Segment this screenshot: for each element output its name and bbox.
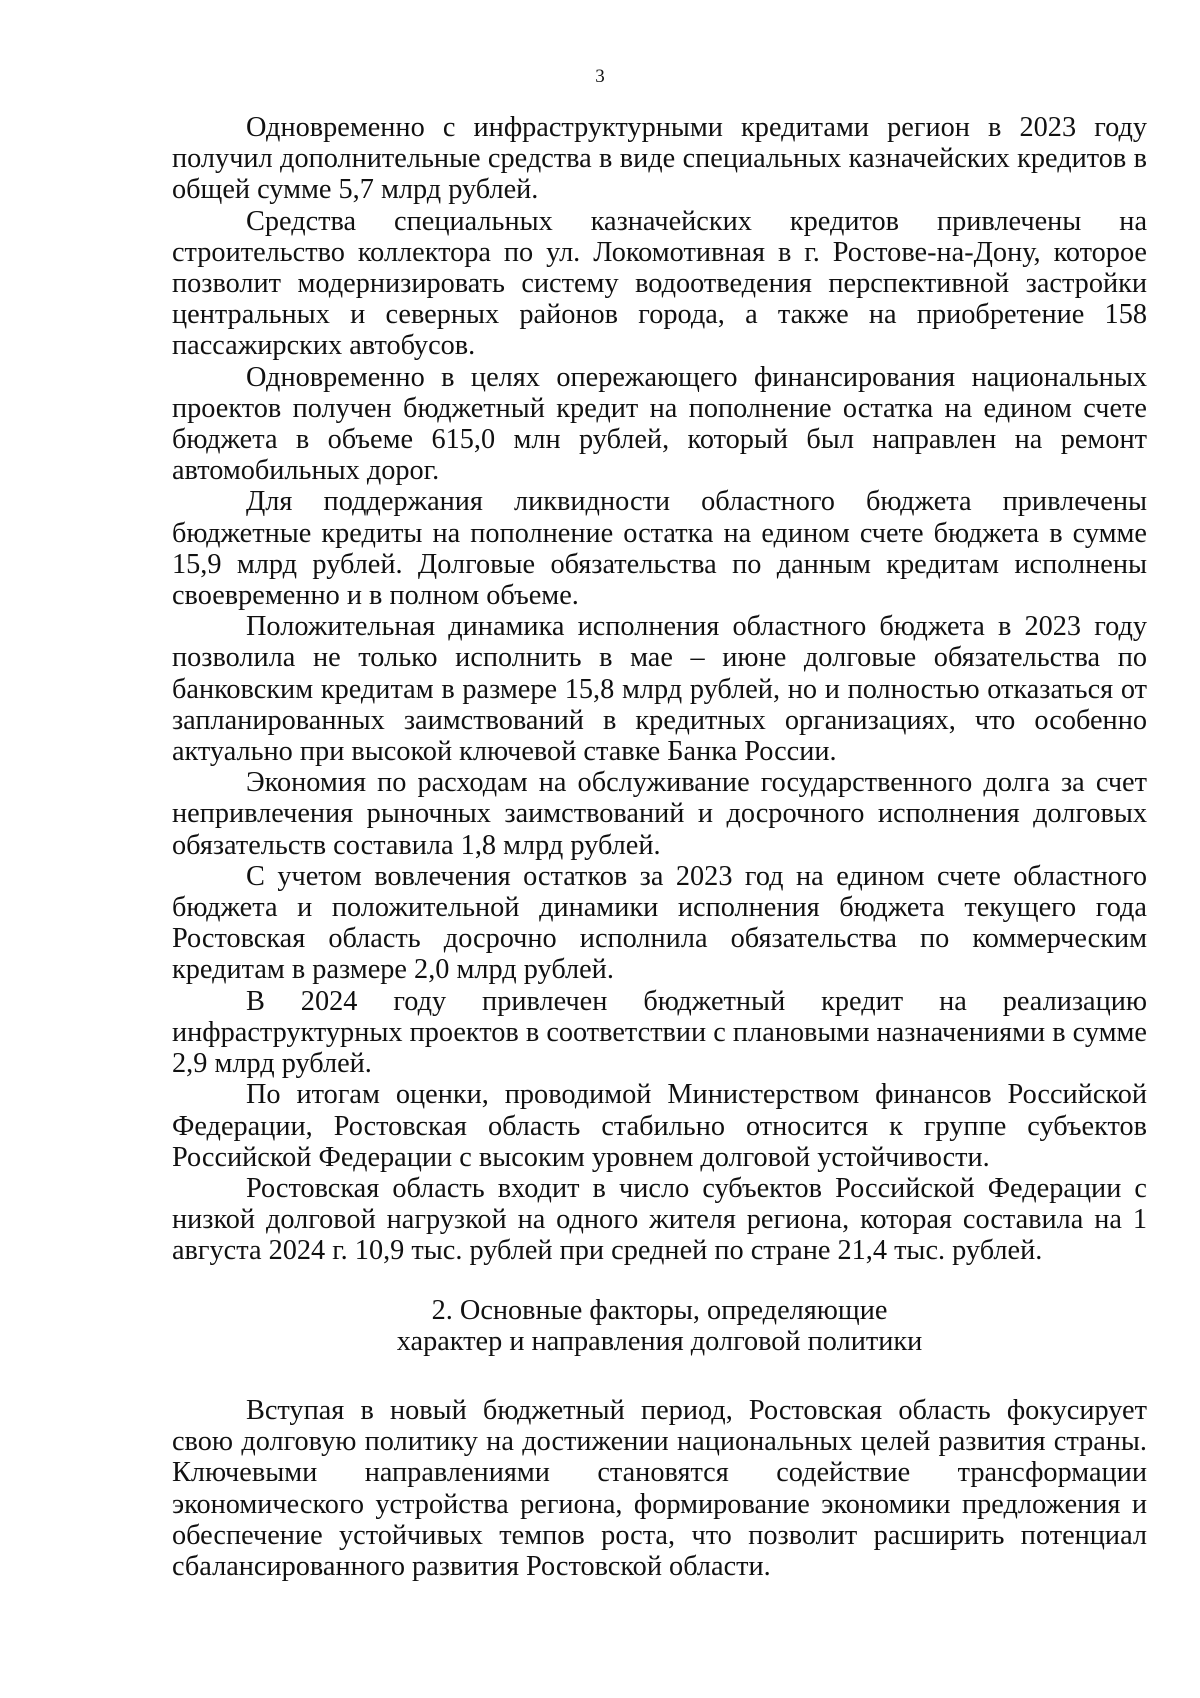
paragraph: Одновременно с инфраструктурными кредитами регион в 2023 году получил дополнительные средства в виде специальных казначейских кредитов в общей сумме 5,7 млрд рублей. bbox=[172, 112, 1147, 206]
section-heading-line: 2. Основные факторы, определяющие bbox=[431, 1294, 888, 1326]
page-number: 3 bbox=[595, 66, 605, 87]
document-body bbox=[172, 112, 1147, 1582]
paragraph: Ростовская область входит в число субъектов Российской Федерации с низкой долговой нагрузкой на одного жителя региона, которая составила на 1 августа 2024 г. 10,9 тыс. рублей при средней по стране 21,4 тыс. рублей. bbox=[172, 1172, 1147, 1267]
section-heading bbox=[172, 1295, 1147, 1357]
paragraph: Экономия по расходам на обслуживание государственного долга за счет непривлечения рыночных заимствований и досрочного исполнения долговых обязательств составила 1,8 млрд рублей. bbox=[172, 767, 1147, 861]
section-heading-line: характер и направления долговой политики bbox=[396, 1325, 923, 1357]
paragraph: По итогам оценки, проводимой Министерством финансов Российской Федерации, Ростовская область стабильно относится к группе субъектов Российской Федерации с высоким уровнем долговой устойчивости. bbox=[172, 1079, 1147, 1173]
paragraph: Средства специальных казначейских кредитов привлечены на строительство коллектора по ул. Локомотивная в г. Ростове-на-Дону, которое позволит модернизировать систему водоотведения перспективной застройки центральных и северных районов города, а также на приобретение 158 пассажирских автобусов. bbox=[172, 205, 1147, 362]
paragraph: Для поддержания ликвидности областного бюджета привлечены бюджетные кредиты на пополнение остатка на едином счете бюджета в сумме 15,9 млрд рублей. Долговые обязательства по данным кредитам исполнены своевременно и в полном объеме. bbox=[172, 486, 1147, 612]
paragraph: С учетом вовлечения остатков за 2023 год на едином счете областного бюджета и положительной динамики исполнения бюджета текущего года Ростовская область досрочно исполнила обязательства по коммерческим кредитам в размере 2,0 млрд рублей. bbox=[172, 860, 1147, 986]
paragraph: Одновременно в целях опережающего финансирования национальных проектов получен бюджетный кредит на пополнение остатка на едином счете бюджета в объеме 615,0 млн рублей, который был направлен на ремонт автомобильных дорог. bbox=[172, 361, 1147, 487]
paragraph: Положительная динамика исполнения областного бюджета в 2023 году позволила не только исполнить в мае – июне долговые обязательства по банковским кредитам в размере 15,8 млрд рублей, но и полностью отказаться от запланированных заимствований в кредитных организациях, что особенно актуально при высокой ключевой ставке Банка России. bbox=[172, 611, 1147, 768]
paragraph: В 2024 году привлечен бюджетный кредит на реализацию инфраструктурных проектов в соответствии с плановыми назначениями в сумме 2,9 млрд рублей. bbox=[172, 985, 1147, 1080]
paragraph: Вступая в новый бюджетный период, Ростовская область фокусирует свою долговую политику на достижении национальных целей развития страны. Ключевыми направлениями становятся содействие трансформации экономического устройства региона, формирование экономики предложения и обеспечение устойчивых темпов роста, что позволит расширить потенциал сбалансированного развития Ростовской области. bbox=[172, 1394, 1147, 1582]
